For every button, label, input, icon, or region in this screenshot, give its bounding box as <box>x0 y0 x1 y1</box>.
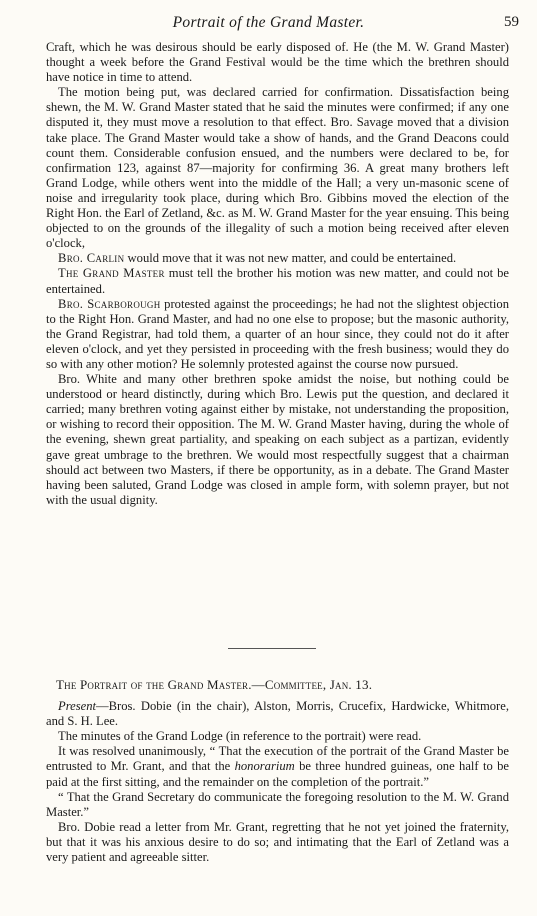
paragraph: Craft, which he was desirous should be early disposed of. He (the M. W. Grand Master) thought a week before the Grand Festival would be the time which the brethren should have notice in time to attend. <box>46 40 509 85</box>
present-list: —Bros. Dobie (in the chair), Alston, Morris, Crucefix, Hardwicke, Whitmore, and S. H. Lee. <box>46 699 509 729</box>
section-divider <box>228 648 316 649</box>
italic-term: honorarium <box>234 759 295 774</box>
paragraph: Bro. White and many other brethren spoke amidst the noise, but nothing could be understood or heard distinctly, during which Bro. Lewis put the question, and declared it carried; many brethren voting against either by mistake, not understanding the proposition, or wishing to record their opposition. The M. W. Grand Master having, during the whole of the evening, shewn great partiality, and speaking on each subject as a partizan, evidently gave great umbrage to the brethren. We would most respectfully suggest that a chairman should act between two Masters, if there be opportunity, as in a debate. The Grand Master having been saluted, Grand Lodge was closed in ample form, with solemn prayer, but not with the usual dignity. <box>46 372 509 507</box>
article-body <box>46 40 509 508</box>
committee-section <box>46 677 509 865</box>
paragraph-text: protested against the proceedings; he had not the slightest objection to the Right Hon. Grand Master, and had no one else to propose; but the masonic authority, the Grand Registrar, had told them, a quarter of an hour since, they could not do it after eleven o'clock, and yet they persisted in proceeding with the fresh business; would they do so with any other motion? He solemnly protested against the course now pursued. <box>46 296 509 371</box>
paragraph: The motion being put, was declared carried for confirmation. Dissatisfaction being shewn, the M. W. Grand Master stated that he said the minutes were confirmed; if any one disputed it, they must move a resolution to that effect. Bro. Savage moved that a division take place. The Grand Master would take a show of hands, and the Grand Deacons could count them. Considerable confusion ensued, and the numbers were declared to be, for confirmation 123, against 87—majority for confirming 36. A great many brothers left Grand Lodge, while others went into the middle of the Hall; a very un-masonic scene of noise and irregularity took place, during which Bro. Gibbins moved the election of the Right Hon. the Earl of Zetland, &c. as M. W. Grand Master for the year ensuing. This being objected to on the grounds of the illegality of such a motion being received after eleven o'clock, <box>46 85 509 251</box>
paragraph-text: would move that it was not new matter, and could be entertained. <box>124 251 457 266</box>
section-heading: The Portrait of the Grand Master.—Committee, Jan. 13. <box>56 677 373 692</box>
speaker-name: Bro. Scarborough <box>58 296 161 311</box>
paragraph-text: It was resolved unanimously, “ That the execution of the portrait of the Grand Master be entrusted to Mr. Grant, and that the <box>46 744 509 774</box>
paragraph: “ That the Grand Secretary do communicate the foregoing resolution to the M. W. Grand Master.” <box>46 789 509 819</box>
paragraph: The minutes of the Grand Lodge (in reference to the portrait) were read. <box>58 729 422 744</box>
speaker-name: The Grand Master <box>58 266 165 281</box>
present-label: Present <box>58 699 97 714</box>
page-number: 59 <box>504 14 519 30</box>
paragraph: Bro. Dobie read a letter from Mr. Grant, regretting that he not yet joined the fraternity, but that it was his anxious desire to do so; and intimating that the Earl of Zetland was a very patient and agreeable sitter. <box>46 819 509 865</box>
paragraph-text: be three hundred guineas, one half to be paid at the first sitting, and the remainder on the completion of the portrait.” <box>46 759 509 789</box>
paragraph <box>46 266 509 296</box>
resolution-paragraph <box>46 744 509 789</box>
running-title: Portrait of the Grand Master. <box>172 14 365 31</box>
present-paragraph <box>46 699 509 729</box>
paragraph <box>46 251 509 266</box>
paragraph <box>46 297 509 372</box>
paragraph-text: must tell the brother his motion was new matter, and could not be entertained. <box>46 266 509 296</box>
page-header <box>0 14 537 36</box>
speaker-name: Bro. Carlin <box>58 251 125 266</box>
